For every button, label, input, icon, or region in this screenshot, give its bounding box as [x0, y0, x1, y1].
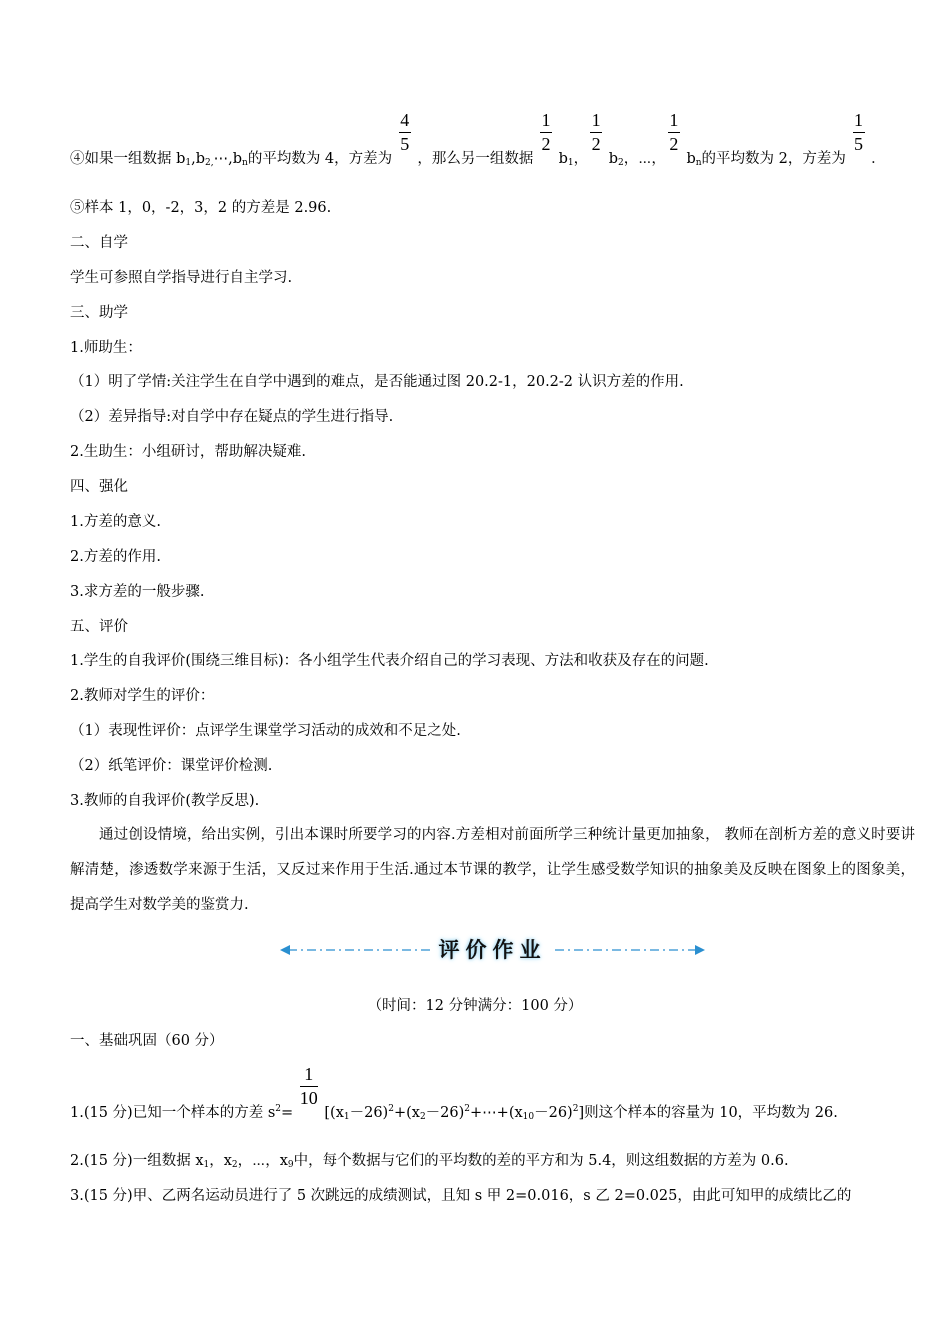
- question-2: 2.(15 分)一组数据 $x_1$，$x_2$，⋯，$x_9$中，每个数据与它们的平均数的差的平方和为 5.4，则这组数据的方差为 0.6.: [70, 1153, 789, 1170]
- fraction-1-10: $\frac{1}{10}$: [299, 1064, 318, 1108]
- section-3-heading: 三、助学: [70, 305, 128, 321]
- item-5: ⑤样本 1，0，-2，3，2 的方差是 2.96.: [70, 200, 332, 216]
- section-5-line-2: 2.教师对学生的评价：: [70, 688, 215, 704]
- fraction-1-2-c: $\frac{1}{2}$: [669, 110, 679, 154]
- section-4-line-1: 1.方差的意义.: [70, 514, 161, 530]
- homework-banner: [280, 930, 705, 970]
- section-3-line-1: 1.师助生：: [70, 340, 142, 356]
- fraction-1-5: $\frac{1}{5}$: [854, 110, 863, 154]
- question-3: 3.(15 分)甲、乙两名运动员进行了 5 次跳远的成绩测试，且知 s 甲 2=0.016，s 乙 2=0.025，由此可知甲的成绩比乙的: [70, 1188, 852, 1204]
- reflection-paragraph: 通过创设情境，给出实例，引出本课时所要学习的内容.方差相对前面所学三种统计量更加抽象， 教师在剖析方差的意义时要讲解清楚，渗透数学来源于生活，又反过来作用于生活.通过本节课的教学，让学生感受数学知识的抽象美及反映在图象上的图象美，提高学生对数学美的鉴赏力.: [70, 827, 915, 913]
- section-2-heading: 二、自学: [70, 235, 128, 251]
- section-5-line-1: 1.学生的自我评价(围绕三维目标)：各小组学生代表介绍自己的学习表现、方法和收获及存在的问题.: [70, 653, 709, 669]
- section-2-text: 学生可参照自学指导进行自主学习.: [70, 270, 293, 286]
- section-5-line-4: （2）纸笔评价：课堂评价检测.: [70, 758, 273, 774]
- fraction-1-2-a: $\frac{1}{2}$: [541, 110, 551, 154]
- banner-title: 评价作业: [438, 938, 547, 962]
- section-5-line-5: 3.教师的自我评价(教学反思).: [70, 793, 260, 809]
- section-3-line-4: 2.生助生：小组研讨，帮助解决疑难.: [70, 444, 306, 460]
- item-4: ④如果一组数据 $b_1,b_{2,}\cdots,b_n$的平均数为 4，方差为 $\frac{4}{5}$ ，那么另一组数据 $\frac{1}{2}$ $b_1$， $\frac{1}{2}$ $b_2$，⋯， $\frac{1}{2}$ $b_n$的平均数为 2，方差为 $\frac{1}{5}$ ．: [70, 110, 886, 168]
- section-4-line-3: 3.求方差的一般步骤.: [70, 584, 205, 600]
- section-5-line-3: （1）表现性评价：点评学生课堂学习活动的成效和不足之处.: [70, 723, 461, 739]
- part-1-heading: 一、基础巩固（60 分）: [70, 1033, 224, 1049]
- fraction-4-5: $\frac{4}{5}$: [400, 110, 410, 154]
- section-5-heading: 五、评价: [70, 619, 128, 635]
- section-4-line-2: 2.方差的作用.: [70, 549, 161, 565]
- section-3-line-2: （1）明了学情:关注学生在自学中遇到的难点，是否能通过图 20.2-1，20.2-2 认识方差的作用.: [70, 374, 684, 390]
- time-info: （时间：12 分钟满分：100 分）: [367, 998, 583, 1014]
- section-4-heading: 四、强化: [70, 479, 128, 495]
- fraction-1-2-b: $\frac{1}{2}$: [591, 110, 601, 154]
- section-3-line-3: （2）差异指导:对自学中存在疑点的学生进行指导.: [70, 409, 394, 425]
- question-1: 1.(15 分)已知一个样本的方差 $s^2=$ $\frac{1}{10}$ $[(x_1-26)^2+(x_2-26)^2+\cdots+(x_{10}-26)^2]$则这个样本的容量为 10，平均数为 26.: [70, 1064, 838, 1122]
